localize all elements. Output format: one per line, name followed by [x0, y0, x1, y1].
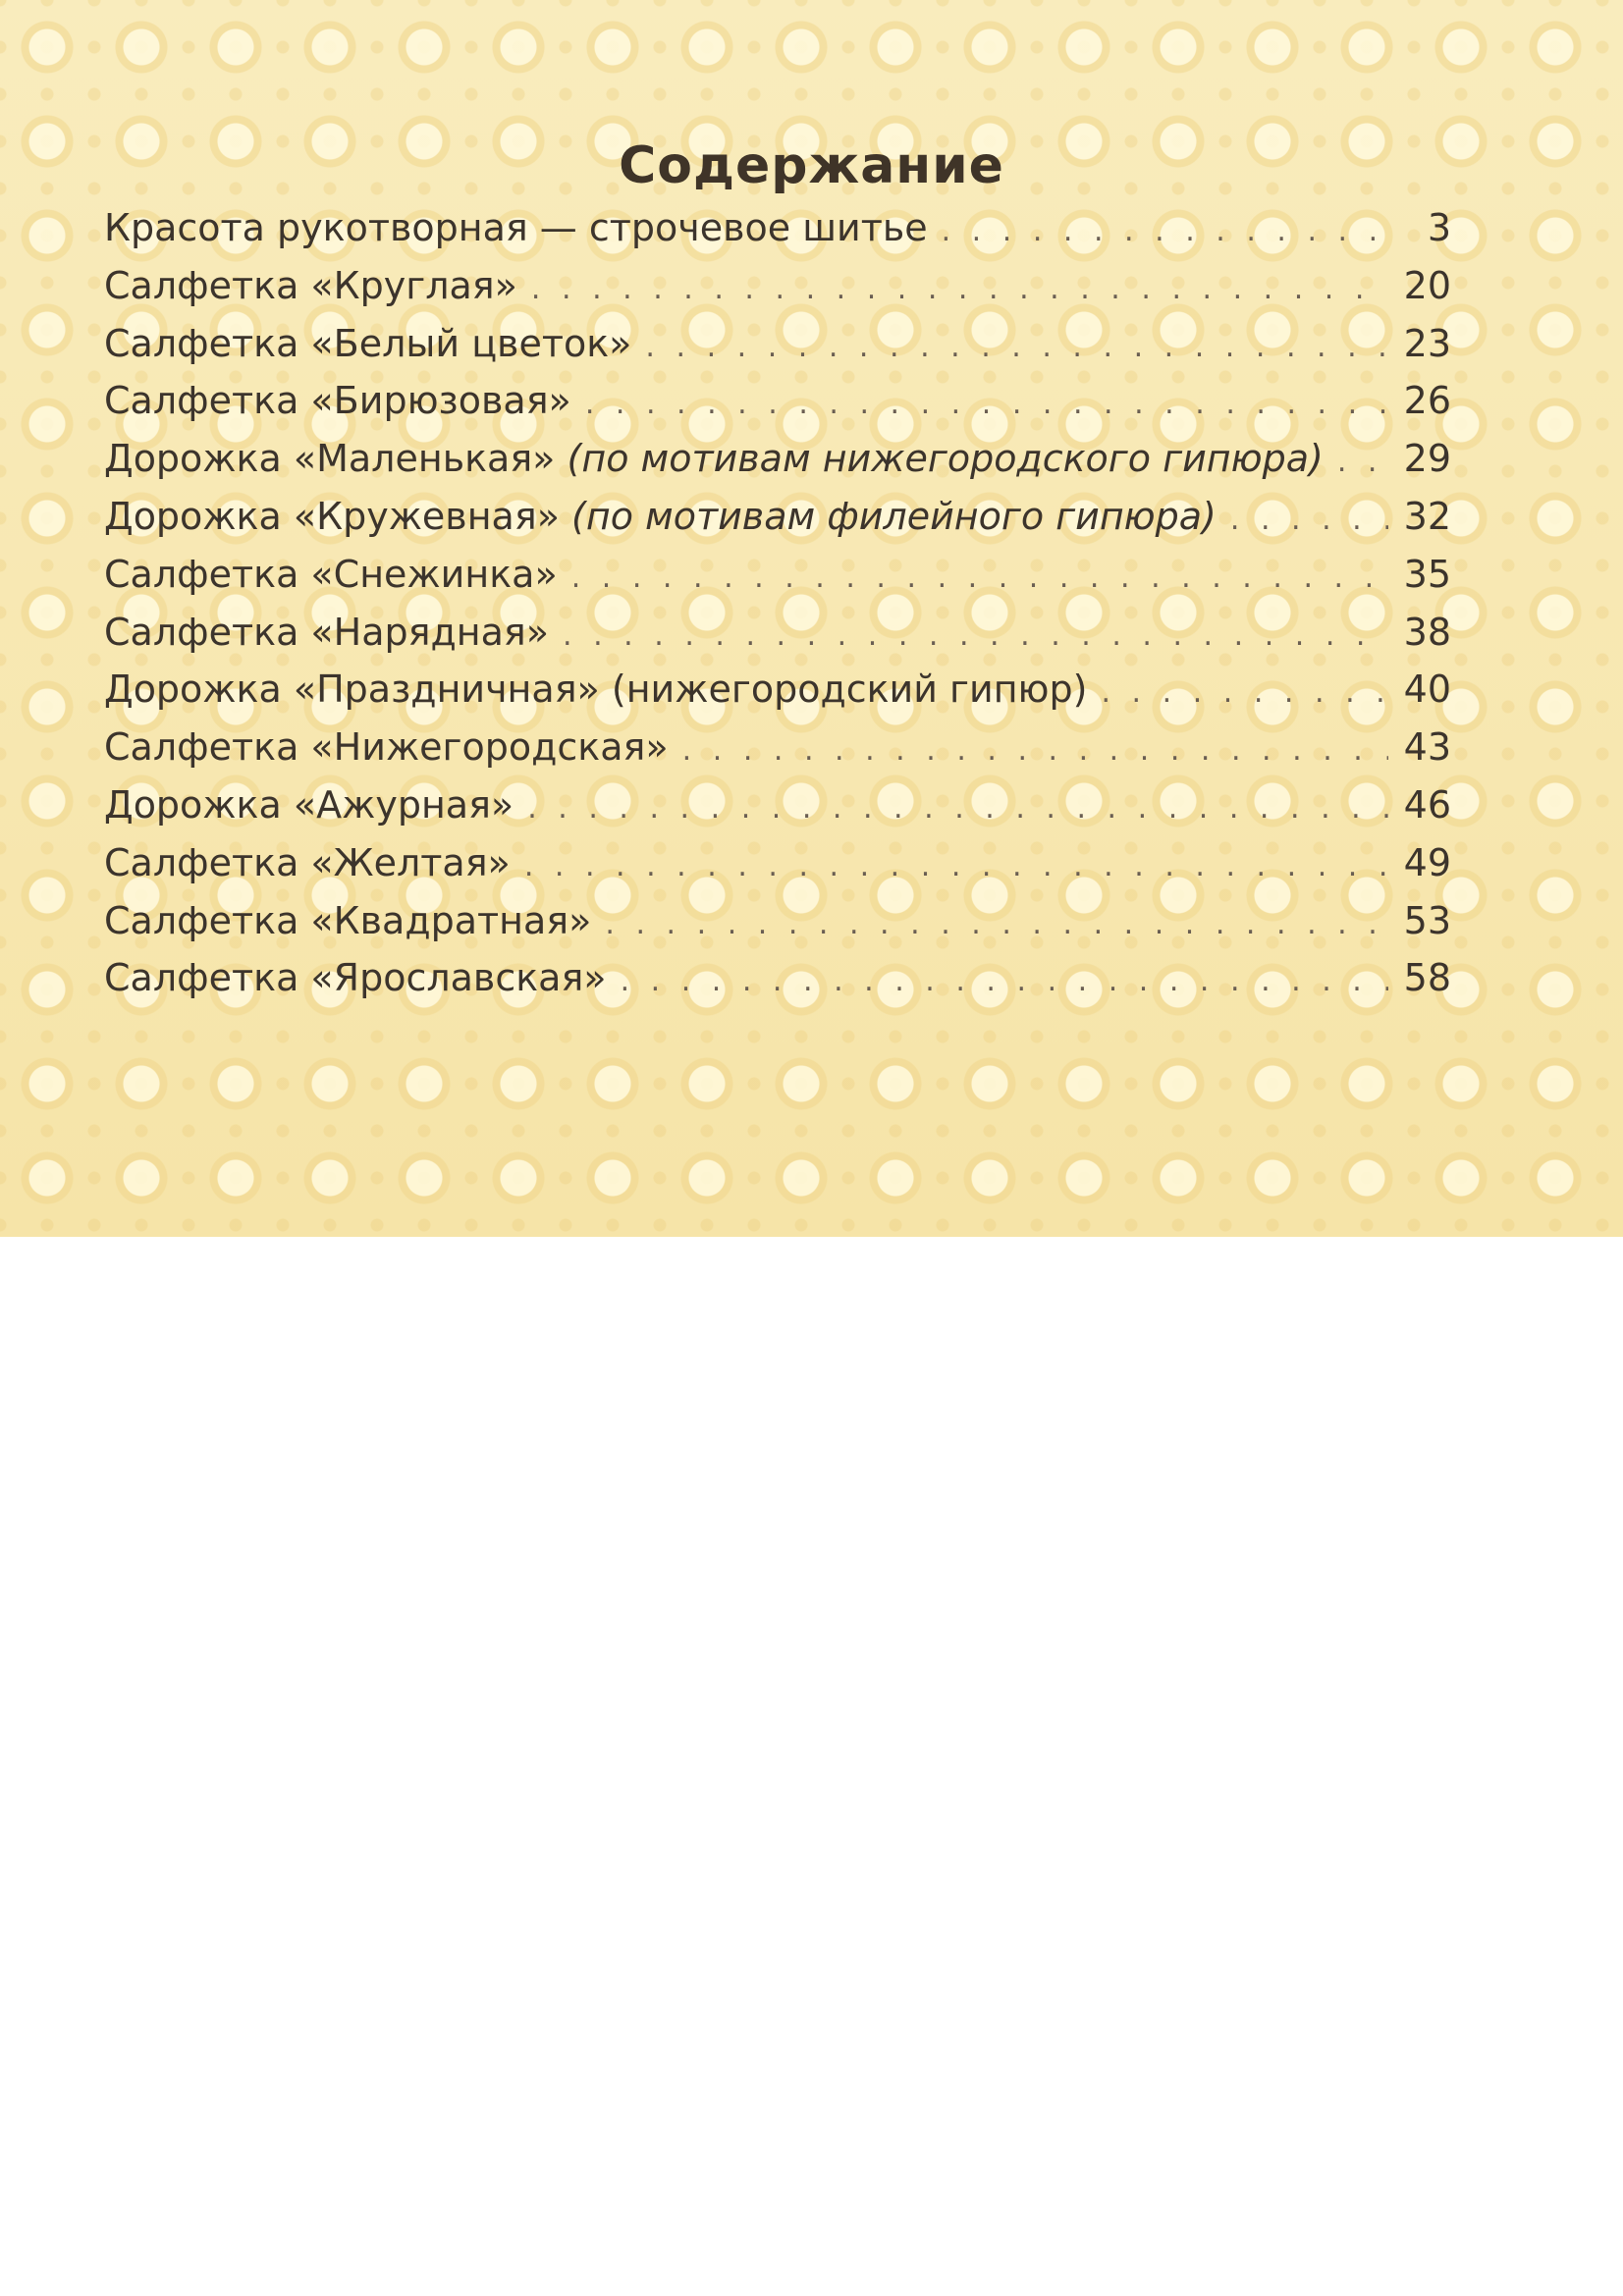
- dot-leader: [682, 733, 1388, 768]
- table-of-contents: [104, 206, 1451, 1014]
- toc-entry-label: Красота рукотворная — строчевое шитье: [104, 206, 928, 249]
- toc-entry-11: [104, 783, 1451, 841]
- dot-leader: [942, 214, 1388, 248]
- toc-page-number: 35: [1403, 552, 1451, 596]
- toc-entry-note: (по мотивам нижегородского гипюра): [567, 437, 1324, 481]
- dot-leader: [621, 964, 1388, 998]
- toc-page-number: 46: [1403, 782, 1451, 827]
- toc-entry-3: [104, 322, 1451, 380]
- toc-page-number: 32: [1403, 494, 1451, 538]
- toc-entry-label: Дорожка «Маленькая» (по мотивам нижегородского гипюра): [104, 437, 1324, 481]
- toc-entry-note: (по мотивам филейного гипюра): [571, 494, 1217, 538]
- toc-entry-label: Салфетка «Круглая»: [104, 263, 517, 307]
- toc-entry-6: [104, 495, 1451, 553]
- toc-page-number: 49: [1403, 840, 1451, 884]
- page-title: Содержание: [619, 135, 1004, 195]
- toc-page-number: 38: [1403, 610, 1451, 654]
- toc-page-number: 23: [1403, 321, 1451, 365]
- dot-leader: [585, 387, 1388, 421]
- toc-page-number: 29: [1403, 437, 1451, 481]
- dot-leader: [645, 330, 1388, 364]
- toc-entry-4: [104, 379, 1451, 437]
- toc-entry-label: Салфетка «Снежинка»: [104, 552, 558, 596]
- toc-entry-label: Салфетка «Нарядная»: [104, 610, 550, 654]
- dot-leader: [531, 272, 1388, 306]
- dot-leader: [571, 561, 1388, 595]
- toc-entry-label: Дорожка «Кружевная» (по мотивам филейного гипюра): [104, 494, 1217, 538]
- toc-entry-12: [104, 841, 1451, 899]
- toc-entry-5: [104, 437, 1451, 495]
- toc-entry-label: Салфетка «Бирюзовая»: [104, 379, 571, 423]
- toc-page-number: 40: [1403, 667, 1451, 712]
- toc-entry-label: Дорожка «Праздничная» (нижегородский гипюр): [104, 667, 1088, 712]
- toc-page-number: 53: [1403, 898, 1451, 942]
- toc-entry-label: Салфетка «Ярославская»: [104, 956, 607, 1000]
- dot-leader: [1230, 503, 1388, 537]
- toc-entry-7: [104, 553, 1451, 611]
- toc-entry-2: [104, 264, 1451, 322]
- toc-page-number: 43: [1403, 725, 1451, 770]
- toc-entry-label: Салфетка «Белый цветок»: [104, 321, 632, 365]
- toc-page-number: 3: [1427, 206, 1451, 249]
- toc-entry-14: [104, 956, 1451, 1014]
- toc-page-number: 26: [1403, 379, 1451, 423]
- dot-leader: [605, 907, 1388, 941]
- toc-entry-label: Салфетка «Нижегородская»: [104, 725, 669, 770]
- toc-entry-13: [104, 899, 1451, 957]
- toc-entry-9: [104, 667, 1451, 725]
- dot-leader: [527, 791, 1388, 826]
- dot-leader: [1101, 675, 1388, 710]
- toc-entry-label: Салфетка «Желтая»: [104, 840, 511, 884]
- toc-page-number: 58: [1403, 956, 1451, 1000]
- toc-entry-label: Салфетка «Квадратная»: [104, 898, 592, 942]
- toc-entry-8: [104, 611, 1451, 668]
- toc-page-number: 20: [1403, 263, 1451, 307]
- toc-entry-label: Дорожка «Ажурная»: [104, 782, 514, 827]
- dot-leader: [563, 618, 1388, 653]
- toc-entry-10: [104, 725, 1451, 783]
- toc-entry-1: [104, 206, 1451, 264]
- dot-leader: [1337, 445, 1388, 479]
- dot-leader: [524, 849, 1388, 883]
